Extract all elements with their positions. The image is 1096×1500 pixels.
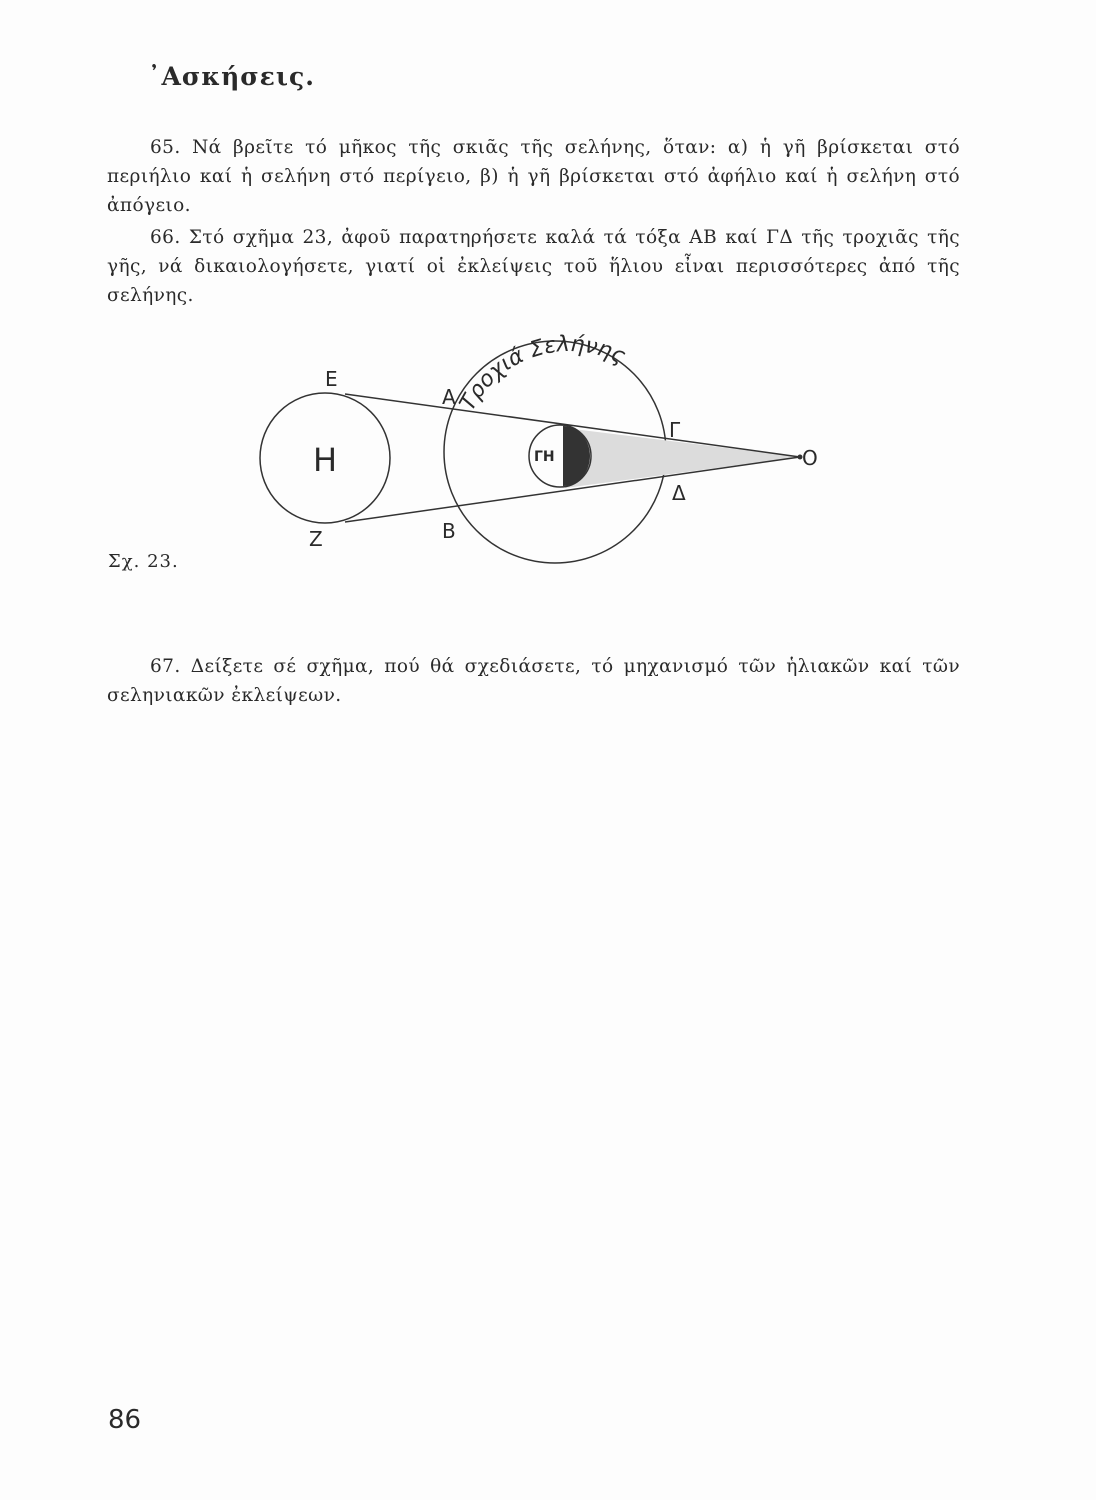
orbit-label: Τροχιά Σελήνης <box>455 331 630 415</box>
point-o-label: O <box>802 446 818 470</box>
point-e-label: Ε <box>325 367 338 391</box>
page-number: 86 <box>108 1405 142 1435</box>
shadow-cone <box>565 428 800 488</box>
earth-label: ΓΗ <box>534 449 555 465</box>
sun-label: Η <box>313 441 338 479</box>
exercise-67: 67. Δείξετε σέ σχῆμα, πού θά σχεδιάσετε, τό μηχανισμό τῶν ἡλιακῶν καί τῶν σεληνιακῶν ἐκλείψεων. <box>107 656 960 706</box>
eclipse-figure <box>0 0 1096 640</box>
point-b-label: Β <box>442 519 456 543</box>
point-g-label: Γ <box>669 418 681 442</box>
figure-caption: Σχ. 23. <box>108 551 179 572</box>
exercise-65: 65. Νά βρεῖτε τό μῆκος τῆς σκιᾶς τῆς σελήνης, ὅταν: α) ἡ γῆ βρίσκεται στό περιήλιο καί ἡ σελήνη στό περίγειο, β) ἡ γῆ βρίσκεται στό ἀφήλιο καί ἡ σελήνη στό ἀπόγειο. <box>107 137 960 216</box>
exercise-66: 66. Στό σχῆμα 23, ἀφοῦ παρατηρήσετε καλά τά τόξα ΑΒ καί ΓΔ τῆς τροχιᾶς τῆς γῆς, νά δικαιολογήσετε, γιατί οἱ ἐκλείψεις τοῦ ἥλιου εἶναι περισσότερες ἀπό τῆς σελήνης. <box>107 227 960 306</box>
point-d-label: Δ <box>672 481 686 505</box>
point-z-label: Ζ <box>309 527 323 551</box>
point-a-label: Α <box>442 385 456 409</box>
section-title: ᾿Ασκήσεις. <box>148 62 315 91</box>
